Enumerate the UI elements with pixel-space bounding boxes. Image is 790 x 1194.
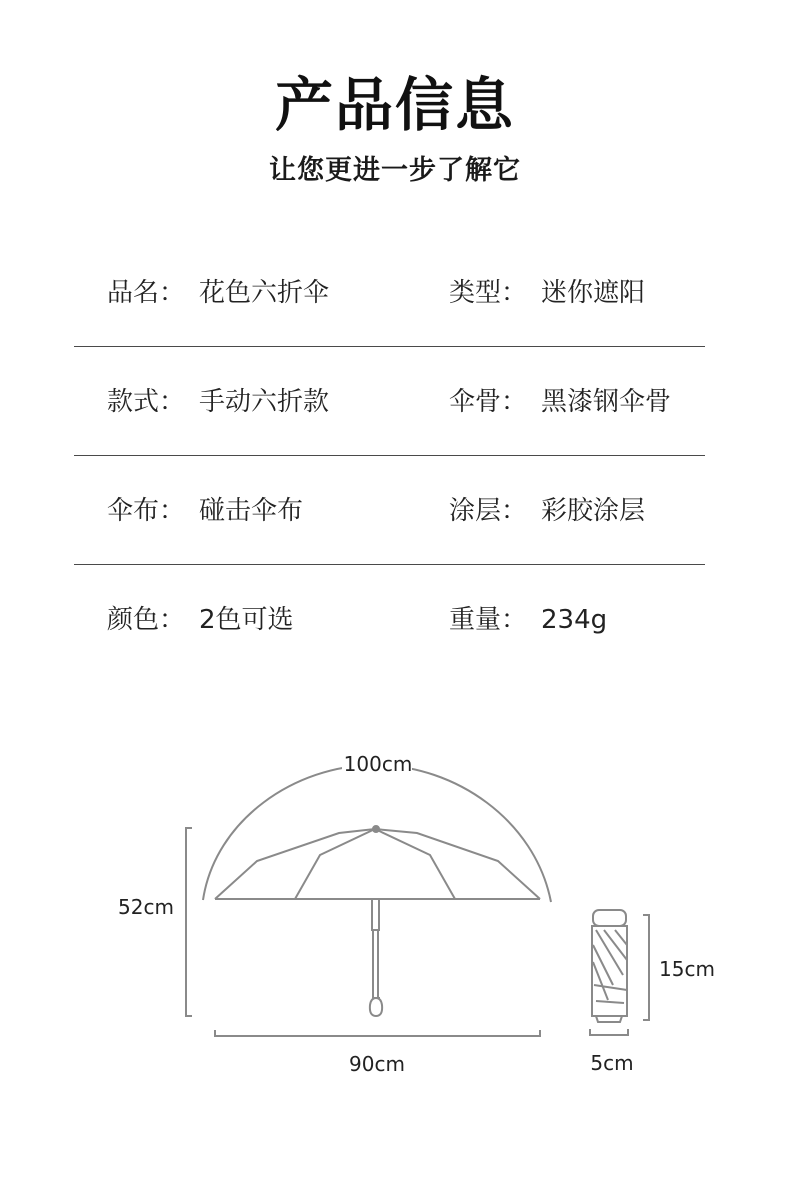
spec-value: 黑漆钢伞骨 bbox=[541, 387, 672, 417]
page-subtitle: 让您更进一步了解它 bbox=[269, 155, 521, 186]
spec-row bbox=[74, 456, 705, 565]
folded-umbrella-stripes bbox=[593, 930, 627, 1003]
spec-item bbox=[449, 490, 645, 527]
width-bracket bbox=[215, 1030, 540, 1036]
height-label: 52cm bbox=[118, 895, 174, 919]
spec-value: 迷你遮阳 bbox=[541, 278, 646, 308]
folded-width-label: 5cm bbox=[590, 1051, 634, 1075]
spec-table bbox=[74, 238, 705, 673]
spec-value: 碰击伞布 bbox=[199, 496, 304, 526]
spec-label: 重量： bbox=[449, 605, 528, 635]
spec-label: 涂层： bbox=[449, 496, 528, 526]
umbrella-shaft bbox=[372, 899, 379, 998]
spec-item bbox=[107, 381, 329, 418]
spec-label: 伞布： bbox=[107, 496, 186, 526]
folded-width-bracket bbox=[590, 1029, 628, 1035]
folded-umbrella-cap bbox=[593, 910, 626, 926]
spec-value: 手动六折款 bbox=[199, 387, 330, 417]
spec-value: 花色六折伞 bbox=[199, 278, 330, 308]
spec-row bbox=[74, 347, 705, 456]
spec-row bbox=[74, 238, 705, 347]
arc-label: 100cm bbox=[343, 752, 413, 776]
spec-item bbox=[107, 599, 294, 636]
spec-value: 彩胶涂层 bbox=[541, 496, 646, 526]
spec-item bbox=[449, 272, 645, 309]
spec-value: 2色可选 bbox=[199, 605, 294, 635]
spec-label: 伞骨： bbox=[449, 387, 528, 417]
spec-item bbox=[107, 490, 303, 527]
height-bracket bbox=[186, 828, 192, 1016]
folded-length-bracket bbox=[643, 915, 649, 1020]
width-label: 90cm bbox=[349, 1052, 405, 1076]
arc-length-line bbox=[203, 765, 551, 902]
spec-label: 类型： bbox=[449, 278, 528, 308]
umbrella-dimension-diagram bbox=[0, 700, 790, 1120]
folded-length-label: 15cm bbox=[659, 957, 715, 981]
spec-item bbox=[107, 272, 329, 309]
spec-label: 颜色： bbox=[107, 605, 186, 635]
spec-label: 品名： bbox=[107, 278, 186, 308]
umbrella-handle bbox=[370, 998, 382, 1016]
spec-row bbox=[74, 565, 705, 673]
umbrella-canopy bbox=[215, 829, 540, 899]
spec-value: 234g bbox=[541, 605, 608, 635]
page-title: 产品信息 bbox=[274, 71, 515, 139]
spec-label: 款式： bbox=[107, 387, 186, 417]
spec-item bbox=[449, 381, 671, 418]
spec-item bbox=[449, 599, 607, 636]
